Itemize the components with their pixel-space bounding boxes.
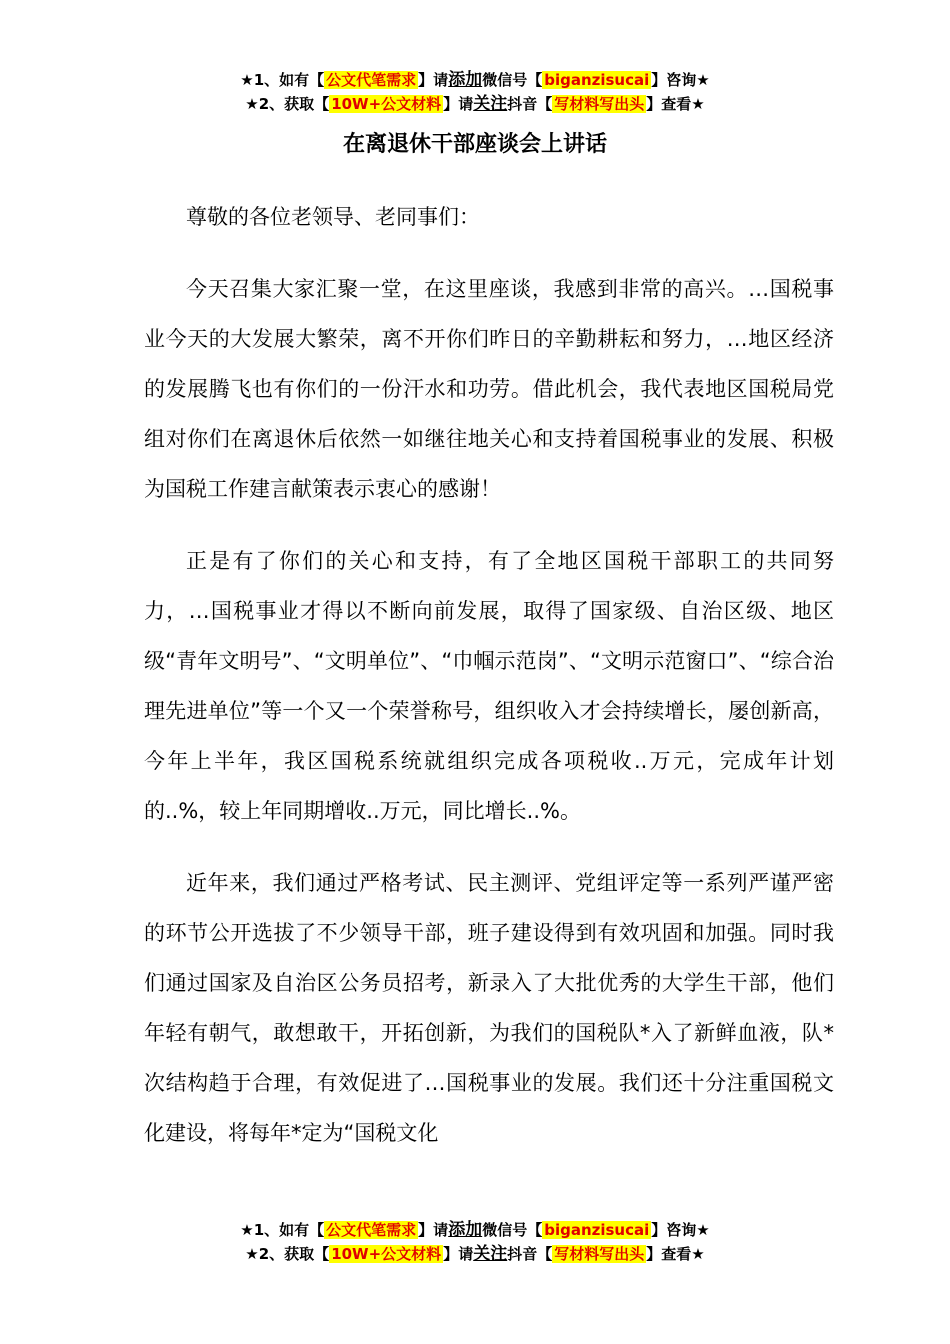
banner-highlight: 10W+公文材料 [331,95,442,113]
banner-highlight: biganzisucai [544,71,650,89]
document-title: 在离退休干部座谈会上讲话 [342,132,607,157]
salutation: 尊敬的各位老领导、老同事们： [186,205,480,229]
banner-line-2 [0,92,950,116]
banner-line-1 [0,1218,950,1242]
banner-emphasis: 关注 [473,1244,508,1264]
banner-text: ★2、获取【 [245,1245,330,1263]
top-banner [0,68,950,116]
banner-text: 微信号【 [482,71,543,89]
paragraph: 正是有了你们的关心和支持，有了全地区国税干部职工的共同努力，…国税事业才得以不断向前发展，取得了国家级、自治区级、地区级“青年文明号”、“文明单位”、“巾帼示范岗”、“文明示范窗口”、“综合治理先进单位”等一个又一个荣誉称号，组织收入才会持续增长，屡创新高，今年上半年，我区国税系统就组织完成各项税收..万元，完成年计划的..%，较上年同期增收..万元，同比增长..%。 [144,549,834,823]
banner-text: 抖音【 [507,95,553,113]
banner-text: 】查看★ [646,95,705,113]
banner-text: ★1、如有【 [240,71,325,89]
banner-text: ★2、获取【 [245,95,330,113]
paragraph: 今天召集大家汇聚一堂，在这里座谈，我感到非常的高兴。…国税事业今天的大发展大繁荣，离不开你们昨日的辛勤耕耘和努力，…地区经济的发展腾飞也有你们的一份汗水和功劳。借此机会，我代表地区国税局党组对你们在离退休后依然一如继往地关心和支持着国税事业的发展、积极为国税工作建言献策表示衷心的感谢！ [144,277,834,501]
banner-line-1 [0,68,950,92]
banner-line-2 [0,1242,950,1266]
banner-highlight: 公文代笔需求 [326,71,417,89]
banner-highlight: 写材料写出头 [554,1245,645,1263]
paragraph: 近年来，我们通过严格考试、民主测评、党组评定等一系列严谨严密的环节公开选拔了不少领导干部，班子建设得到有效巩固和加强。同时我们通过国家及自治区公务员招考，新录入了大批优秀的大学生干部，他们年轻有朝气，敢想敢干，开拓创新，为我们的国税队*入了新鲜血液，队*次结构趋于合理，有效促进了…国税事业的发展。我们还十分注重国税文化建设，将每年*定为“国税文化 [144,871,834,1145]
banner-highlight: 写材料写出头 [554,95,645,113]
banner-text: 】请 [418,1221,449,1239]
banner-emphasis: 关注 [473,94,508,114]
bottom-banner [0,1218,950,1266]
banner-highlight: 公文代笔需求 [326,1221,417,1239]
banner-emphasis: 添加 [448,70,483,90]
banner-text: 】请 [443,95,474,113]
banner-highlight: 10W+公文材料 [331,1245,442,1263]
banner-text: 】请 [443,1245,474,1263]
banner-highlight: biganzisucai [544,1221,650,1239]
banner-text: 】请 [418,71,449,89]
banner-text: 】查看★ [646,1245,705,1263]
banner-text: 抖音【 [507,1245,553,1263]
banner-text: ★1、如有【 [240,1221,325,1239]
banner-text: 】咨询★ [651,1221,710,1239]
banner-text: 微信号【 [482,1221,543,1239]
document-body [144,192,834,1180]
banner-emphasis: 添加 [448,1220,483,1240]
banner-text: 】咨询★ [651,71,710,89]
